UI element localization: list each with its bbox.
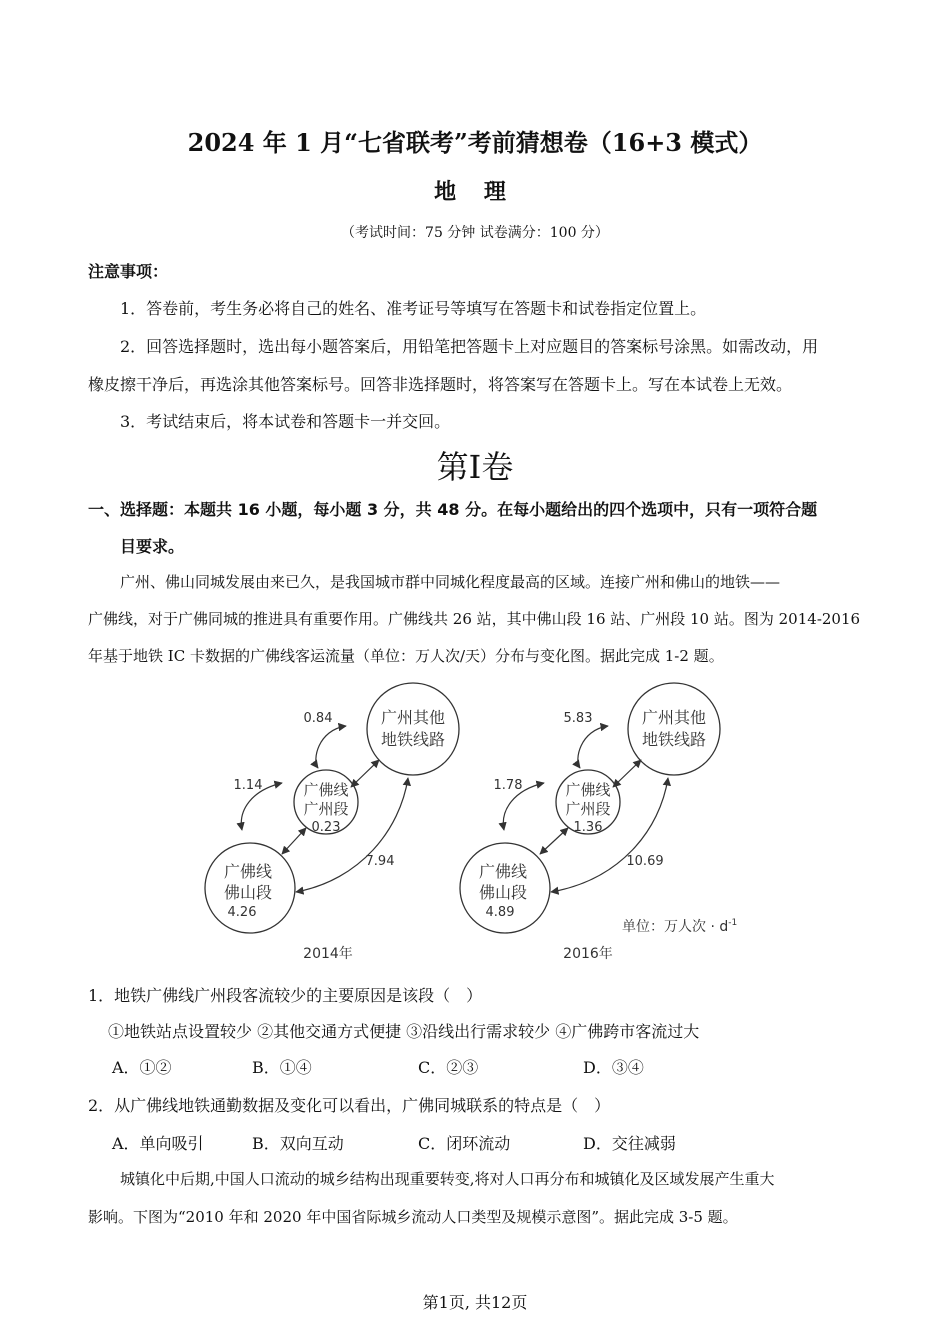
part-instruction-line-2: 目要求。 [120, 537, 185, 556]
q2-option-d[interactable]: D．交往减弱 [583, 1134, 676, 1153]
exam-info: （考试时间：75 分钟 试卷满分：100 分） [341, 225, 609, 241]
flow-label-gz-fs-2016: 1.78 [493, 778, 523, 793]
node-gz-other-label-1-2016: 广州其他 [641, 708, 707, 727]
notice-item-2-line-2: 橡皮擦干净后，再选涂其他答案标号。回答非选择题时，将答案写在答题卡上。写在本试卷上无效。 [88, 375, 793, 394]
notice-item-2-line-1: 2．回答选择题时，选出每小题答案后，用铅笔把答题卡上对应题目的答案标号涂黑。如需改动，用 [120, 337, 819, 356]
panel-2016 [460, 683, 737, 962]
unit-label: 单位：万人次 · $d^{-1}$ [622, 918, 738, 935]
flow-label-gzother-2016: 5.83 [563, 711, 593, 726]
node-gz-other-2014 [367, 683, 459, 775]
node-fs-label-2: 佛山段 [223, 883, 273, 902]
part-instruction-line-1: 一、选择题：本题共 16 小题，每小题 3 分，共 48 分。在每小题给出的四个选项中，只有一项符合题 [88, 500, 818, 519]
panel-year-2014: 2014年 [303, 946, 353, 962]
q2-option-c[interactable]: C．闭环流动 [418, 1134, 511, 1153]
passenger-flow-figure [200, 670, 780, 970]
exam-title: 2024 年 1 月“七省联考”考前猜想卷（16+3 模式） [187, 128, 763, 157]
flow-label-gz-fs-2014: 1.14 [233, 778, 263, 793]
q2-option-b[interactable]: B．双向互动 [252, 1134, 344, 1153]
flow-arrow-gz-fs-2016 [540, 828, 568, 854]
q2-stem: 2．从广佛线地铁通勤数据及变化可以看出，广佛同城联系的特点是（ ） [88, 1096, 611, 1115]
flow-arrow-gz-gzother-2016 [613, 760, 641, 787]
q1-option-c[interactable]: C．②③ [418, 1058, 479, 1077]
subject-heading: 地 理 [434, 180, 516, 205]
passage-2-line-2: 影响。下图为“2010 年和 2020 年中国省际城乡流动人口类型及规模示意图”。据此完成 3-5 题。 [88, 1208, 738, 1226]
fs-internal-value-2016: 4.89 [485, 905, 515, 920]
q1-option-b[interactable]: B．①④ [252, 1058, 312, 1077]
panel-year-2016: 2016年 [563, 946, 613, 962]
page-number: 第1页, 共12页 [422, 1293, 528, 1312]
flow-label-fs-gzother-2014: 7.94 [365, 854, 395, 869]
flow-arrow-gzother-loop-2014 [316, 726, 346, 768]
node-gz-label-2-2016: 广州段 [565, 800, 611, 818]
flow-label-gzother-2014: 0.84 [303, 711, 333, 726]
flow-label-fs-gzother-2016: 10.69 [626, 854, 664, 869]
gz-internal-value-2016: 1.36 [573, 820, 603, 835]
node-gz-other-label-1: 广州其他 [380, 708, 446, 727]
q1-option-d[interactable]: D．③④ [583, 1058, 644, 1077]
node-gz-label-1: 广佛线 [303, 781, 349, 799]
passage-1-line-1: 广州、佛山同城发展由来已久，是我国城市群中同城化程度最高的区域。连接广州和佛山的地铁—— [120, 573, 781, 591]
volume-heading: 第I卷 [436, 448, 514, 486]
node-fs-label-1: 广佛线 [223, 862, 273, 881]
node-gz-other-label-2-2016: 地铁线路 [641, 730, 707, 749]
flow-arrow-gzother-loop-2016 [578, 726, 608, 768]
flow-arrow-gz-gzother-2014 [351, 760, 379, 787]
notice-heading: 注意事项： [88, 262, 169, 281]
passage-2-line-1: 城镇化中后期,中国人口流动的城乡结构出现重要转变,将对人口再分布和城镇化及区域发展产生重大 [120, 1170, 775, 1188]
node-gz-other-2016 [628, 683, 720, 775]
node-fs-label-1-2016: 广佛线 [478, 862, 528, 881]
q1-stem: 1．地铁广佛线广州段客流较少的主要原因是该段（ ） [88, 986, 483, 1005]
unit-superscript: -1 [728, 918, 738, 928]
node-gz-other-label-2: 地铁线路 [380, 730, 446, 749]
node-fs-label-2-2016: 佛山段 [478, 883, 528, 902]
node-gz-label-1-2016: 广佛线 [565, 781, 611, 799]
panel-2014 [205, 683, 459, 962]
q1-option-a[interactable]: A．①② [112, 1058, 172, 1077]
notice-item-1: 1．答卷前，考生务必将自己的姓名、准考证号等填写在答题卡和试卷指定位置上。 [120, 299, 707, 318]
q1-items: ①地铁站点设置较少 ②其他交通方式便捷 ③沿线出行需求较少 ④广佛跨市客流过大 [108, 1022, 700, 1041]
gz-internal-value-2014: 0.23 [311, 820, 341, 835]
notice-item-3: 3．考试结束后，将本试卷和答题卡一并交回。 [120, 412, 451, 431]
passage-1-line-2: 广佛线，对于广佛同城的推进具有重要作用。广佛线共 26 站，其中佛山段 16 站、广州段 10 站。图为 2014-2016 [88, 610, 861, 628]
q2-option-a[interactable]: A．单向吸引 [112, 1134, 204, 1153]
fs-internal-value-2014: 4.26 [227, 905, 257, 920]
node-gz-label-2: 广州段 [303, 800, 349, 818]
passage-1-line-3: 年基于地铁 IC 卡数据的广佛线客运流量（单位：万人次/天）分布与变化图。据此完成 1-2 题。 [88, 647, 724, 665]
flow-arrow-gz-fs-2014 [282, 828, 306, 854]
